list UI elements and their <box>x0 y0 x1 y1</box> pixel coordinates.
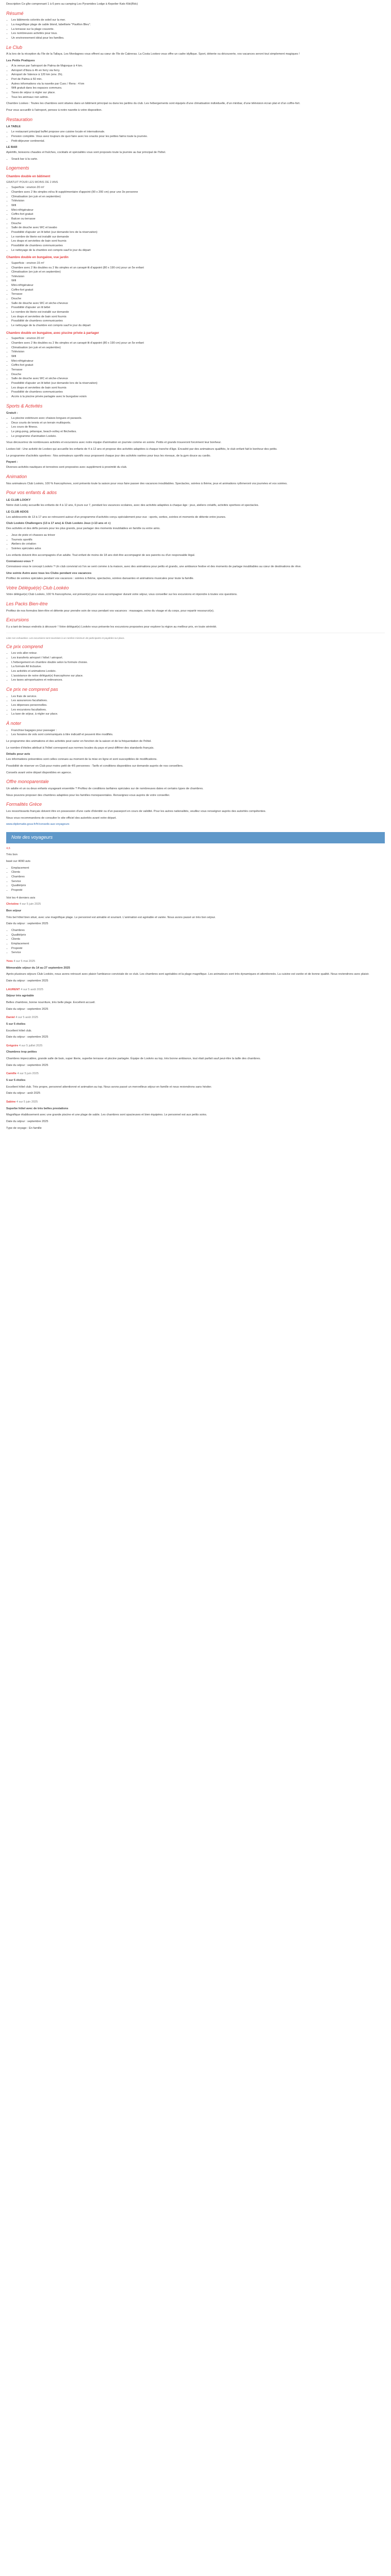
page <box>0 0 391 1140</box>
club-subhead: Les Petits Pratiques <box>6 59 35 62</box>
list-item: • Douche <box>11 372 385 377</box>
kids-body2: Des activités et des défis pensés pour les plus grands, pour partager des moments inoubliables en famille ou entre amis. <box>6 527 160 531</box>
review-score: 4 sur 5 <box>21 988 30 991</box>
review-title: Mémorable séjour du 14 au 27 septembre 2025 <box>6 966 70 970</box>
review <box>6 1044 385 1068</box>
review-body: Belles chambres, bonne nourriture, très belle plage. Excellent accueil. <box>6 1001 95 1004</box>
compris-title: Ce prix comprend <box>6 643 43 649</box>
filter-item[interactable]: • Service <box>11 879 385 884</box>
connaisseur-body: Connaissez-vous le concept Lookéo ? Un club convivial où l'on se sent comme à la maison, avec des animations pour petits et grands, une ambiance festive et des moments de partage inoubliables au cœur de destinations de rêve. <box>6 565 302 569</box>
review-date: juin 2025 <box>29 903 41 906</box>
review-title: Superbe hôtel avec de très belles prestations <box>6 1107 69 1110</box>
list-item: • Mini-réfrigérateur <box>11 208 385 213</box>
list-item: • Les bâtiments coloriés de soleil sur la mer. <box>11 18 385 23</box>
a-noter-p2: Le nombre d'étoiles attribué à l'hôtel correspond aux normes locales du pays et peut différer des standards français. <box>6 746 154 750</box>
a-noter-title: À noter <box>6 720 22 726</box>
kids-note: Les enfants doivent être accompagnés d'un adulte. Tout enfant de moins de 18 ans doit être accompagné de ses parents ou d'un responsable légal. <box>6 553 196 557</box>
rating-filters <box>6 866 385 893</box>
list-item: • Salle de douche avec WC et sèche-cheveux <box>11 377 385 381</box>
list-item: • Superficie : environ 20 m² <box>11 336 385 341</box>
list-item: • Les transferts aéroport / hôtel / aéroport. <box>11 656 385 660</box>
list-item: • Coffre-fort gratuit <box>11 212 385 217</box>
votre-club-title: Votre Délégué(e) Club Lookéo <box>6 585 69 590</box>
list-item: • Petit-déjeuner continental. <box>11 139 385 144</box>
a-noter-extra3: Conseils avant votre départ disponibles en agence. <box>6 771 72 774</box>
review-date: juillet 2025 <box>28 1044 43 1047</box>
list-item: • Le nettoyage de la chambre est compris sauf le jour du départ <box>11 248 385 253</box>
excursions-body: Il y a tant de beaux endroits à découvrir ! Votre délégué(e) Lookéo vous présente les excursions proposées pour explorer la région au meilleur prix, en toute sérénité. <box>6 625 217 629</box>
logements-list-2 <box>6 261 385 328</box>
list-item: • Wifi <box>11 279 385 283</box>
restauration-list <box>6 130 385 143</box>
sports-payant: Payant : <box>6 461 18 464</box>
formalites-body: Les ressortissants français doivent être en possession d'une carte d'identité ou d'un passeport en cours de validité. Pour les autres nationalités, veuillez vous renseigner auprès des autorités compétentes. <box>6 809 266 813</box>
offre-body2: Nous pouvons proposer des chambres adaptées pour les familles monoparentales. Renseignez-vous auprès de votre conseiller. <box>6 793 170 797</box>
list-item: • Les cours de fitness. <box>11 425 385 430</box>
kids-sub1: LE CLUB ADOS <box>6 510 29 514</box>
sports-p1: Vous découvrirez de nombreuses activités et excursions avec notre équipe d'animation en journée comme en soirée. Petits et grands trouveront forcément leur bonheur. <box>6 441 222 445</box>
list-item: • Wifi <box>11 354 385 359</box>
list-item: • Télévision <box>11 350 385 354</box>
review-tags <box>6 928 385 955</box>
review-score: 4 sur 5 <box>15 1016 25 1020</box>
list-item: • Tous les animaux non admis. <box>11 95 385 100</box>
list-item: • Les frais de service. <box>11 694 385 699</box>
list-item: • Les horaires de vols sont communiqués à titre indicatif et peuvent être modifiés. <box>11 733 385 737</box>
list-item: • Télévision <box>11 275 385 279</box>
list-item: • Douche <box>11 222 385 226</box>
list-item: • Les draps et serviettes de bain sont fournis <box>11 315 385 319</box>
restauration-bar-list <box>6 157 385 162</box>
list-item: • L'hébergement en chambre double selon la formule choisie. <box>11 660 385 665</box>
list-item: • Les draps et serviettes de bain sont fournis <box>11 386 385 391</box>
review-body: Chambres impeccables, grande salle de bain, super literie, superbe terrasse et piscine partagée. Équipe de Lookéo au top, très bonne ambiance, tout était parfait sauf peut-être la taille des chambres. <box>6 1057 261 1061</box>
restauration-bar-body: Apéritifs, boissons chaudes et fraîches, cocktails et spécialités vous sont proposés toute la journée au bar principal de l'hôtel. <box>6 151 166 155</box>
list-item: • Le nettoyage de la chambre est compris sauf le jour du départ <box>11 324 385 328</box>
list-item: • Balcon ou terrasse <box>11 217 385 222</box>
list-item: • Jeux de piste et chasses au trésor <box>11 533 385 538</box>
list-item: • Aéroport de Valence à 120 km (env. 2h). <box>11 73 385 77</box>
review-score: 4 sur 5 <box>19 1044 28 1047</box>
filter-item[interactable]: • Propreté <box>11 888 385 893</box>
review-title: 5 sur 5 étoiles <box>6 1079 26 1082</box>
list-item: • Tournois sportifs <box>11 538 385 543</box>
list-item: • Chambre avec 2 lits doubles ou 2 lits simples et un canapé-lit d'appoint (80 x 190 cm) pour un 5e enfant <box>11 266 385 270</box>
review-date: août 2025 <box>30 988 43 991</box>
list-item: • Port de Palma à 50 min. <box>11 77 385 82</box>
review-author: Grégoire <box>6 1044 19 1047</box>
review-title: Séjour très agréable <box>6 994 34 998</box>
list-item: • Superficie : environ 15 m² <box>11 261 385 266</box>
review <box>6 902 385 955</box>
logements-subtitle-3: Chambre double en bungalow, avec piscine privée à partager <box>6 331 99 335</box>
filter-item[interactable]: • Qualité/prix <box>11 884 385 888</box>
list-item: • Possibilité d'ajouter un lit bébé (sur demande lors de la réservation) <box>11 230 385 235</box>
review-score: 4 sur 5 <box>16 1100 26 1104</box>
review-stay: Date du séjour : septembre 2025 <box>6 1120 48 1124</box>
list-item: • Le programme d'animation Lookéo. <box>11 434 385 439</box>
logements-list-1 <box>6 185 385 252</box>
non-compris-title: Ce prix ne comprend pas <box>6 687 58 692</box>
list-item: • Les activités et animations Lookéo. <box>11 669 385 674</box>
list-item: • Terrasse <box>11 368 385 372</box>
list-item: • Franchise bagages pour passager : <box>11 728 385 733</box>
logements-sub-1: GRATUIT POUR LES MOINS DE 2 ANS <box>6 180 58 184</box>
list-item: • Coffre-fort gratuit <box>11 288 385 293</box>
list-item: • Deux courts de tennis et un terrain multisports. <box>11 421 385 426</box>
logements-subtitle-1: Chambre double en bâtiment <box>6 175 51 179</box>
kids-head: LE CLUB LOOKY <box>6 499 31 502</box>
list-item: • Les vols aller-retour. <box>11 651 385 656</box>
list-item: • Service <box>11 951 385 955</box>
review-title: Bon séjour <box>6 909 22 913</box>
review-body: Excellent hôtel club. Très propre, personnel attentionné et animation au top. Nous avons passé un merveilleux séjour en famille et nous reviendrons sans hésiter. <box>6 1085 212 1089</box>
kids-sub2: Club Lookéo Challengers (13 à 17 ans) & Club Lookéo Jeux (+13 ans et +) <box>6 522 111 526</box>
sports-p2: Lookeo kid : Une activité de Lookeo qui accueille les enfants de 4 à 12 ans et propose des activités adaptées à chaque tranche d'âge. Encadré par des animateurs qualifiés, le club enfant fait le bonheur des petits. <box>6 448 278 451</box>
club-note: Pour vous accueillir à l'aéroport, pensez à notre navette à votre disposition. <box>6 108 103 112</box>
sort-label[interactable]: Voir les 4 derniers avis <box>6 896 36 900</box>
list-item: • Le nombre de literie est installé sur demande <box>11 310 385 315</box>
list-item: • Possibilité d'ajouter un lit bébé <box>11 306 385 310</box>
list-item: • Aéroport d'Ibiza à 4h en ferry via ferry. <box>11 69 385 73</box>
list-item: • Les nombreuses activités pour tous. <box>11 31 385 36</box>
list-item: • Les dépenses personnelles. <box>11 703 385 708</box>
kids-body: Notre club Looky accueille les enfants de 4 à 12 ans, 6 jours sur 7, pendant les vacances scolaires, avec des activités adaptées à chaque âge : jeux, ateliers créatifs, activités sportives et spectacles. <box>6 504 259 507</box>
review <box>6 988 385 1012</box>
list-item: • Climatisation (en juin et en septembre) <box>11 346 385 350</box>
list-item: • Climatisation (en juin et en septembre) <box>11 270 385 275</box>
review-title: 5 sur 5 étoiles <box>6 1022 26 1026</box>
list-item: • À la venue par l'aéroport de Palma de Majorque à 4 km. <box>11 64 385 69</box>
list-item: • Un environnement idéal pour les familles. <box>11 36 385 41</box>
excursions-fine: Liste non exhaustive. Les excursions sont soumises à un nombre minimum de participants et payables sur place. <box>6 636 125 639</box>
review-score: 4 sur 5 <box>13 959 23 963</box>
compris-list <box>6 651 385 683</box>
sports-intro: Gratuit : <box>6 412 18 415</box>
club-list <box>6 64 385 99</box>
lookeo-body: Profitez de soirées spéciales pendant vos vacances : soirées à thème, spectacles, soirées dansantes et animations musicales pour toute la famille. <box>6 577 194 580</box>
excursions-title: Excursions <box>6 617 29 623</box>
list-item: • Possibilité de chambres communicantes <box>11 319 385 324</box>
list-item: • Mini-réfrigérateur <box>11 359 385 364</box>
review-author: Christine <box>6 903 19 906</box>
list-item: • La formule All Inclusive. <box>11 665 385 669</box>
review-author: LAURENT <box>6 988 20 991</box>
list-item: • Télévision <box>11 199 385 204</box>
filter-item[interactable]: • Clients <box>11 870 385 875</box>
sports-p3: Le programme d'activités sportives : Nos animateurs sportifs vous proposent chaque jour des activités variées pour tous les niveaux, de la gym douce au cardio. <box>6 454 211 457</box>
review-body: Très bel hôtel bien situé, avec une magnifique plage. Le personnel est aimable et souriant. L'animation est agréable et variée. Nous avons passé un très bon séjour. <box>6 916 216 919</box>
list-item: • Clients <box>11 937 385 942</box>
review <box>6 959 385 984</box>
list-item: • Possibilité de chambres communicantes <box>11 244 385 248</box>
a-noter-extra: Les informations présentées sont celles connues au moment de la mise en ligne et sont susceptibles de modifications. <box>6 758 157 761</box>
list-item: • Mini-réfrigérateur <box>11 283 385 288</box>
list-item: • Chambres <box>11 928 385 933</box>
rating-label: Très bon <box>6 853 18 857</box>
formalites-link[interactable]: www.diplomatie.gouv.fr/fr/conseils-aux-voyageurs <box>6 823 70 826</box>
list-item: • Salle de douche avec WC et sèche-cheveux <box>11 301 385 306</box>
votre-club-body: Votre délégué(e) Club Lookéo, 100 % francophone, est présent(e) pour vous accompagner durant votre séjour, vous conseiller sur les excursions et répondre à toutes vos questions. <box>6 593 238 597</box>
list-item: • Les taxes aéroportuaires et redevances. <box>11 678 385 683</box>
list-item: • Accès à la piscine privée partagée avec le bungalow voisin <box>11 395 385 399</box>
review-stay: Date du séjour : septembre 2025 <box>6 922 48 926</box>
non-compris-list <box>6 694 385 717</box>
list-item: • Salle de douche avec WC et lavabo <box>11 226 385 230</box>
review-date: mai 2025 <box>23 959 36 963</box>
a-noter-extra-head: Détails pour avis <box>6 753 30 756</box>
review <box>6 1072 385 1096</box>
list-item: • Emplacement <box>11 942 385 946</box>
list-item: • Pension complète. Vous avez toujours de quoi faire avec les snacks pour les petites faims toute la journée. <box>11 134 385 139</box>
list-item: • Chambre avec 2 lits doubles ou 2 lits simples et un canapé-lit d'appoint (80 x 190 cm) pour un 5e enfant <box>11 341 385 346</box>
list-item: • Propreté <box>11 946 385 951</box>
logements-title: Logements <box>6 165 29 171</box>
restauration-title: Restauration <box>6 116 33 122</box>
list-item: • Les assurances facultatives. <box>11 699 385 703</box>
club-title: Le Club <box>6 44 23 50</box>
list-item: • Soirées spéciales ados <box>11 547 385 551</box>
restauration-bar-head: LE BAR <box>6 146 18 149</box>
resume-title: Résumé <box>6 10 24 16</box>
notes-header: Note des voyageurs <box>6 832 385 843</box>
logements-list-3 <box>6 336 385 399</box>
animation-title: Animation <box>6 474 27 480</box>
review-author: Sabine <box>6 1100 16 1104</box>
review <box>6 1015 385 1040</box>
list-item: • Wifi <box>11 204 385 208</box>
list-item: • Possibilité de chambres communicantes <box>11 390 385 395</box>
review-stay: Date du séjour : août 2025 <box>6 1092 40 1095</box>
rating-count: basé sur 4090 avis <box>6 860 30 863</box>
animation-body: Nos animateurs Club Lookéo, 100 % francophones, sont présents toute la saison pour vous faire passer des vacances inoubliables. Spectacles, soirées à thème, jeux et animations rythmeront vos journées et vos soirées. <box>6 482 288 485</box>
list-item: • Qualité/prix <box>11 933 385 938</box>
offre-body: Un adulte et un ou deux enfants voyageant ensemble ? Profitez de conditions tarifaires spéciales sur de nombreuses dates et certains types de chambres. <box>6 787 204 790</box>
list-item: • La magnifique plage de sable blond, labellisée "Pavillon Bleu". <box>11 23 385 27</box>
formalites-body2: Nous vous recommandons de consulter le site officiel des autorités avant votre départ. <box>6 816 117 820</box>
restauration-table-head: LA TABLE <box>6 125 21 129</box>
sports-title: Sports & Activités <box>6 403 43 409</box>
review-author: Camille <box>6 1072 17 1076</box>
list-item: • Les excursions facultatives. <box>11 708 385 713</box>
review <box>6 1100 385 1130</box>
a-noter-extra2: Possibilité de réserver en Club pour moins petit de 4/5 personnes : Tarifs et conditions disponibles sur demande auprès de nos conseillers. <box>6 764 184 768</box>
connaisseur-head: Connaissez-vous ? <box>6 560 34 564</box>
review-body: Excellent hôtel club. <box>6 1029 32 1032</box>
list-item: • L'assistance de notre délégué(e) francophone sur place. <box>11 674 385 679</box>
kids-title: Pour vos enfants & ados <box>6 490 57 496</box>
list-item: • La piscine extérieure avec chaises longues et parasols. <box>11 416 385 421</box>
resume-list <box>6 18 385 40</box>
list-item: • Le ping-pong, pétanque, beach-volley et fléchettes. <box>11 430 385 434</box>
list-item: • Taxes de séjour à régler sur place. <box>11 91 385 95</box>
review-stay: Date du séjour : septembre 2025 <box>6 1036 48 1039</box>
review-author: Yves <box>6 959 13 963</box>
list-item: • Douche <box>11 297 385 301</box>
list-item: • Chambre avec 2 lits simples et/ou lit supplémentaire d'appoint (90 x 200 cm) pour une 3e personne <box>11 190 385 195</box>
review-score: 4 sur 5 <box>17 1072 26 1076</box>
list-item: • Snack bar à la carte. <box>11 157 385 162</box>
review-author: Daniel <box>6 1016 15 1020</box>
review-date: juin 2025 <box>26 1100 38 1104</box>
review-stay: Date du séjour : septembre 2025 <box>6 979 48 982</box>
sports-list <box>6 416 385 438</box>
rating-score: 4,6 <box>6 846 10 850</box>
list-item: • Terrasse <box>11 292 385 297</box>
lookeo-head: Une soirée Astro avec tous les Clubs pendant vos vacances <box>6 571 92 575</box>
list-item: • Possibilité d'ajouter un lit bébé (sur demande lors de la réservation) <box>11 381 385 386</box>
logements-subtitle-2: Chambre double en bungalow, vue jardin <box>6 256 69 260</box>
review-type: Type de voyage : En famille <box>6 1126 42 1130</box>
review-date: juin 2025 <box>27 1072 39 1076</box>
review-score: 4 sur 5 <box>19 903 28 906</box>
kids-body1: Les adolescents de 13 à 17 ans se retrouvent autour d'un programme d'activités conçu spécialement pour eux : sports, sorties, soirées et moments de détente entre jeunes. <box>6 515 226 519</box>
offre-title: Offre monoparentale <box>6 779 49 785</box>
a-noter-list <box>6 728 385 737</box>
list-item: • Le restaurant principal buffet propose une cuisine locale et internationale. <box>11 130 385 134</box>
filter-item[interactable]: • Emplacement <box>11 866 385 871</box>
list-item: • Ateliers de création <box>11 542 385 547</box>
review-stay: Date du séjour : septembre 2025 <box>6 1063 48 1067</box>
formalites-title: Formalités Grèce <box>6 802 42 807</box>
list-item: • La terrasse sur la plage couverte. <box>11 27 385 32</box>
filter-item[interactable]: • Chambres <box>11 875 385 879</box>
plus-body: Profitez de nos formules bien-être et détente pour prendre soin de vous pendant vos vacances : massages, soins du visage et du corps, pour repartir ressourcé(e). <box>6 609 215 613</box>
list-item: • Coffre-fort gratuit <box>11 363 385 368</box>
description: Description Ce gîte comprenant 1 à 6 pers au camping Les Pyramides Lodge à Kepelier Kato Kiki(Rdc) <box>6 3 138 6</box>
review-body: Magnifique établissement avec une grande piscine et une plage de sable. Les chambres sont spacieuses et bien équipées. Le personnel est aux petits soins. <box>6 1113 207 1117</box>
review-stay: Date du séjour : septembre 2025 <box>6 1007 48 1011</box>
review-date: août 2025 <box>25 1016 38 1020</box>
list-item: • La taxe de séjour, à régler sur place. <box>11 712 385 717</box>
review-title: Chambres trop petites <box>6 1050 37 1054</box>
review-body: Après plusieurs séjours Club Lookéo, nous avons retrouvé avec plaisir l'ambiance conviviale de ce club. Les chambres sont agréables et la plage magnifique. Les animateurs sont très dynamiques et attentionnés. La cuisine est variée et de bonne qualité. Nous reviendrons avec plaisir. <box>6 973 369 976</box>
list-item: • Wifi gratuit dans les espaces communs. <box>11 86 385 91</box>
list-item: • Autres informations via la navette par Cuoc / Rens : 4 km <box>11 82 385 87</box>
club-intro: À la lors de la réception du l'Ile de la Tallaya. Les Mordagnes vous offrent au cœur de l'île de Cabreras. La Costa Lookeo vous offre un cadre idyllique. Sport, détente ou découverte, vos vacances seront tout simplement magiques ! <box>6 53 300 56</box>
list-item: • Le nombre de literie est installé sur demande <box>11 235 385 240</box>
list-item: • Climatisation (en juin et en septembre) <box>11 195 385 199</box>
club-extra: Chambre Lookeo : Toutes les chambres sont situées dans un bâtiment principal ou dans les jardins du club. Les hébergements sont équipés d'une climatisation individuelle, d'un minibar, d'une télévision écran plat et d'un coffre-fort. <box>6 102 300 106</box>
plus-title: Les Packs Bien-être <box>6 601 48 606</box>
a-noter-p: Le programme des animations et des activités peut varier en fonction de la saison et de la fréquentation de l'hôtel. <box>6 739 152 743</box>
list-item: • Les draps et serviettes de bain sont fournis <box>11 239 385 244</box>
list-item: • Superficie : environ 20 m² <box>11 185 385 190</box>
sports-payant-body: Diverses activités nautiques et terrestres sont proposées avec supplément à proximité du club. <box>6 466 127 469</box>
kids-list <box>6 533 385 551</box>
